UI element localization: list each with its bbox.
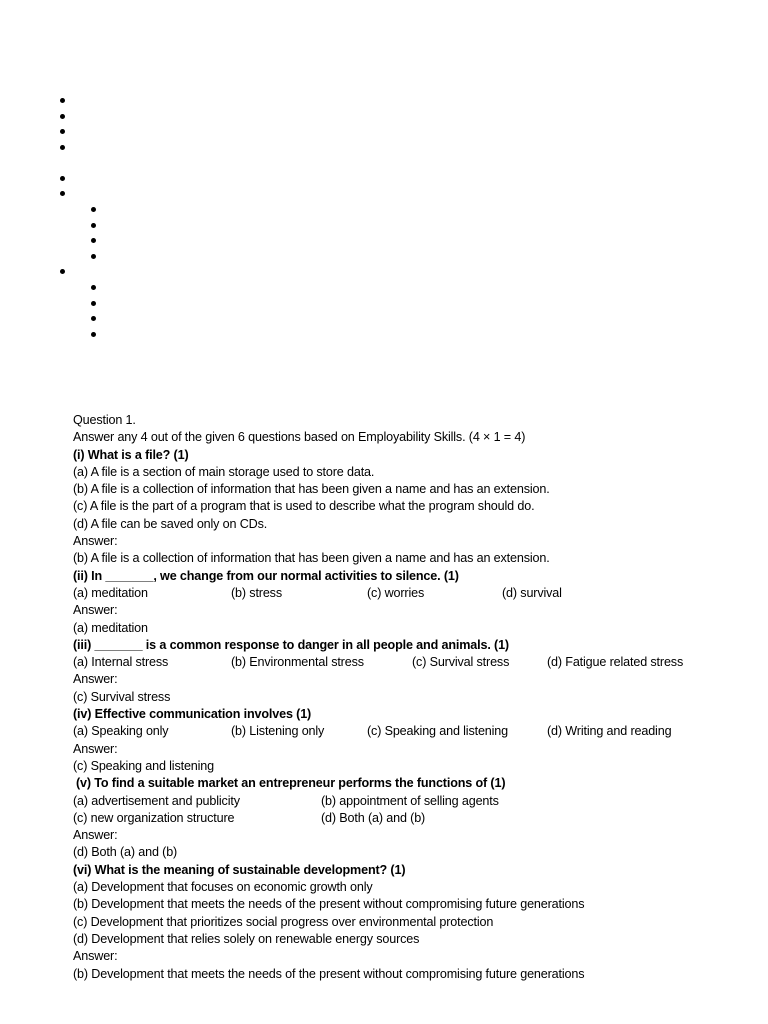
question-title: (iv) Effective communication involves (1) — [73, 707, 312, 722]
option-a: (a) advertisement and publicity — [73, 793, 240, 808]
answer-text: (b) A file is a collection of information that has been given a name and has an extension. — [73, 551, 550, 566]
instruction-text: Answer any 4 out of the given 6 questions based on Employability Skills. (4 × 1 = 4) — [73, 430, 526, 445]
question-title: (i) What is a file? (1) — [73, 447, 189, 462]
bullet-icon — [91, 223, 96, 228]
option-d: (d) Fatigue related stress — [547, 655, 684, 670]
option-b: (b) A file is a collection of information that has been given a name and has an extension. — [73, 482, 550, 497]
options-row — [73, 810, 753, 827]
answer-text: (d) Both (a) and (b) — [73, 845, 178, 860]
answer-label: Answer: — [73, 603, 118, 618]
answer-text: (b) Development that meets the needs of the present without compromising future generations — [73, 966, 585, 981]
option-c: (c) worries — [367, 585, 425, 600]
option-a: (a) meditation — [73, 585, 148, 600]
option-c: (c) A file is the part of a program that is used to describe what the program should do. — [73, 499, 535, 514]
option-d: (d) Writing and reading — [547, 724, 672, 739]
options-row — [73, 723, 753, 740]
question-title: (v) To find a suitable market an entrepreneur performs the functions of (1) — [76, 776, 506, 791]
option-c: (c) Speaking and listening — [367, 724, 509, 739]
option-a: (a) A file is a section of main storage used to store data. — [73, 464, 375, 479]
bullet-icon — [60, 114, 65, 119]
bullet-icon — [91, 285, 96, 290]
answer-label: Answer: — [73, 828, 118, 843]
answer-label: Answer: — [73, 741, 118, 756]
answer-text: (a) meditation — [73, 620, 148, 635]
bullet-icon — [91, 238, 96, 243]
option-b: (b) Listening only — [231, 724, 325, 739]
option-a: (a) Speaking only — [73, 724, 169, 739]
bullet-icon — [91, 316, 96, 321]
options-row — [73, 585, 753, 602]
bullet-icon — [60, 129, 65, 134]
option-a: (a) Internal stress — [73, 655, 169, 670]
answer-label: Answer: — [73, 534, 118, 549]
question-title: (iii) _______ is a common response to danger in all people and animals. (1) — [73, 637, 509, 652]
option-d: (d) A file can be saved only on CDs. — [73, 516, 268, 531]
option-c: (c) new organization structure — [73, 810, 235, 825]
bullet-icon — [60, 145, 65, 150]
option-c: (c) Survival stress — [412, 655, 510, 670]
bullet-icon — [60, 191, 65, 196]
bullet-icon — [91, 207, 96, 212]
option-d: (d) Both (a) and (b) — [321, 810, 426, 825]
answer-label: Answer: — [73, 672, 118, 687]
options-row — [73, 793, 753, 810]
bullet-icon — [91, 301, 96, 306]
option-b: (b) stress — [231, 585, 282, 600]
option-d: (d) survival — [502, 585, 562, 600]
option-c: (c) Development that prioritizes social progress over environmental protection — [73, 914, 494, 929]
bullet-list — [0, 0, 768, 360]
answer-text: (c) Speaking and listening — [73, 758, 215, 773]
question-title: (vi) What is the meaning of sustainable development? (1) — [73, 862, 406, 877]
options-row — [73, 654, 753, 671]
answer-text: (c) Survival stress — [73, 689, 171, 704]
option-a: (a) Development that focuses on economic growth only — [73, 880, 373, 895]
option-b: (b) Environmental stress — [231, 655, 364, 670]
question-section — [73, 412, 753, 983]
bullet-icon — [60, 98, 65, 103]
answer-label: Answer: — [73, 949, 118, 964]
section-heading: Question 1. — [73, 413, 136, 427]
option-b: (b) appointment of selling agents — [321, 793, 499, 808]
question-title: (ii) In _______, we change from our normal activities to silence. (1) — [73, 568, 459, 583]
option-b: (b) Development that meets the needs of the present without compromising future generations — [73, 897, 585, 912]
bullet-icon — [91, 332, 96, 337]
bullet-icon — [91, 254, 96, 259]
option-d: (d) Development that relies solely on renewable energy sources — [73, 931, 420, 946]
bullet-icon — [60, 269, 65, 274]
bullet-icon — [60, 176, 65, 181]
